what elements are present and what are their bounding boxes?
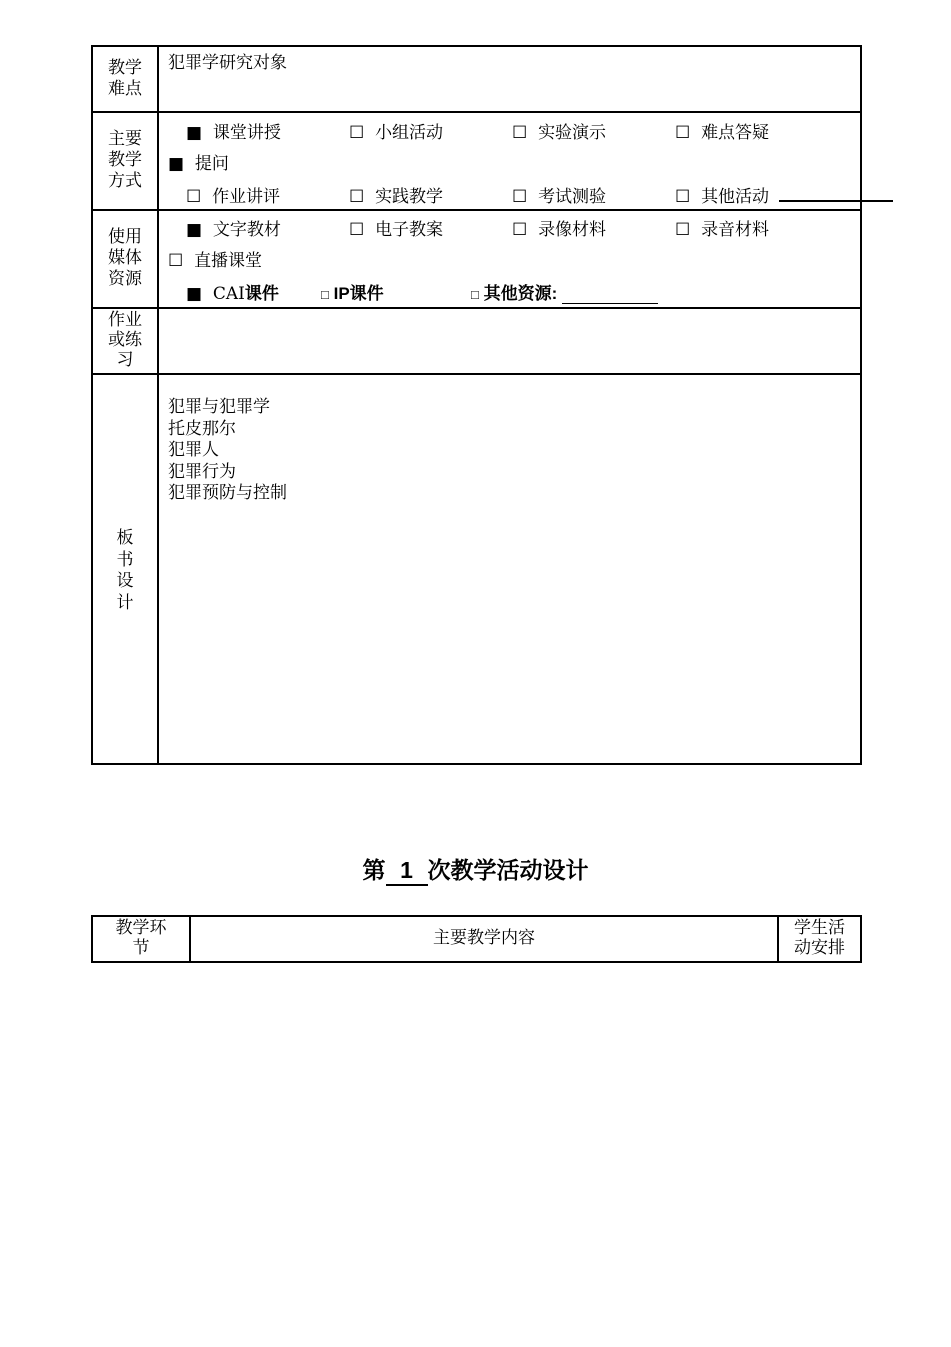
media-option xyxy=(168,246,262,271)
table-border-top xyxy=(91,45,862,47)
header-student-activity: 学生活 动安排 xyxy=(794,918,845,958)
method-option-label: 实验演示 xyxy=(538,123,607,143)
other-resource-label: 其他资源: xyxy=(483,284,558,303)
methods-label: 主要 教学 方式 xyxy=(108,129,142,191)
method-option-label: 难点答疑 xyxy=(701,123,770,143)
method-option xyxy=(349,118,443,143)
media-option-other xyxy=(471,279,658,304)
empty-checkbox-icon: ☐ xyxy=(512,123,528,143)
empty-checkbox-icon: ☐ xyxy=(349,123,365,143)
media-option-label: 电子教案 xyxy=(375,220,444,240)
media-option xyxy=(512,215,606,240)
filled-checkbox-icon: ■ xyxy=(186,220,203,240)
activity-border-bottom xyxy=(91,961,862,963)
table-border-right xyxy=(860,45,862,765)
method-option xyxy=(512,118,606,143)
label-column-divider xyxy=(157,45,159,765)
row-divider xyxy=(91,307,862,309)
difficulty-content: 犯罪学研究对象 xyxy=(168,53,287,73)
table-border-bottom xyxy=(91,763,862,765)
empty-checkbox-icon: ☐ xyxy=(168,251,184,271)
other-activity-blank xyxy=(779,200,893,202)
ip-label: IP课件 xyxy=(333,284,384,303)
header-stage: 教学环 节 xyxy=(115,918,167,958)
method-option xyxy=(186,182,280,207)
table-border-left xyxy=(91,45,93,765)
empty-checkbox-icon: ☐ xyxy=(512,220,528,240)
cai-suffix: 课件 xyxy=(244,284,279,303)
empty-checkbox-icon: ☐ xyxy=(186,187,202,207)
empty-checkbox-icon: □ xyxy=(321,287,329,302)
media-option-label: 录音材料 xyxy=(701,220,770,240)
method-option-label: 提问 xyxy=(194,154,229,174)
method-option xyxy=(168,149,229,174)
method-option xyxy=(186,118,281,143)
empty-checkbox-icon: ☐ xyxy=(675,187,691,207)
method-option xyxy=(675,118,769,143)
media-option xyxy=(675,215,769,240)
empty-checkbox-icon: ☐ xyxy=(512,187,528,207)
filled-checkbox-icon: ■ xyxy=(186,123,203,143)
activity-border-top xyxy=(91,915,862,917)
method-option-label: 考试测验 xyxy=(538,187,607,207)
media-option-ip xyxy=(321,279,384,304)
board-content xyxy=(168,397,287,505)
empty-checkbox-icon: ☐ xyxy=(675,123,691,143)
row-divider xyxy=(91,373,862,375)
board-line: 犯罪行为 xyxy=(168,461,236,482)
board-line: 托皮那尔 xyxy=(168,418,236,439)
method-option xyxy=(512,182,606,207)
cai-prefix: CAI xyxy=(212,284,245,304)
homework-content xyxy=(160,310,858,372)
media-label: 使用 媒体 资源 xyxy=(108,227,142,289)
design-title-prefix: 第 xyxy=(362,857,386,883)
activity-border-right xyxy=(860,915,862,963)
design-title xyxy=(0,852,951,886)
board-line: 犯罪人 xyxy=(168,440,219,460)
empty-checkbox-icon: ☐ xyxy=(349,187,365,207)
other-resource-blank xyxy=(562,285,658,304)
method-option-label: 课堂讲授 xyxy=(212,123,281,143)
media-option xyxy=(349,215,443,240)
filled-checkbox-icon: ■ xyxy=(186,284,203,304)
empty-checkbox-icon: ☐ xyxy=(675,220,691,240)
homework-label: 作业 或练 习 xyxy=(108,310,142,370)
media-option-label: 直播课堂 xyxy=(194,251,263,271)
difficulty-label: 教学 难点 xyxy=(108,58,142,99)
media-option-label: 录像材料 xyxy=(538,220,607,240)
design-title-suffix: 次教学活动设计 xyxy=(427,857,589,883)
empty-checkbox-icon: ☐ xyxy=(349,220,365,240)
board-label: 板 书 设 计 xyxy=(116,528,134,613)
row-divider xyxy=(91,209,862,211)
method-option-label: 小组活动 xyxy=(375,123,444,143)
design-title-number: 1 xyxy=(386,857,428,886)
header-main-content: 主要教学内容 xyxy=(433,928,535,948)
method-option xyxy=(349,182,443,207)
method-option-label: 作业讲评 xyxy=(212,187,281,207)
media-option xyxy=(186,215,281,240)
method-option xyxy=(675,182,769,207)
filled-checkbox-icon: ■ xyxy=(168,154,185,174)
method-option-label: 实践教学 xyxy=(375,187,444,207)
media-option-label: 文字教材 xyxy=(212,220,281,240)
empty-checkbox-icon: □ xyxy=(471,287,479,302)
row-divider xyxy=(91,111,862,113)
board-line: 犯罪与犯罪学 xyxy=(168,397,270,417)
media-option-cai xyxy=(186,279,279,304)
method-option-label: 其他活动 xyxy=(701,187,770,207)
board-line: 犯罪预防与控制 xyxy=(168,483,287,503)
